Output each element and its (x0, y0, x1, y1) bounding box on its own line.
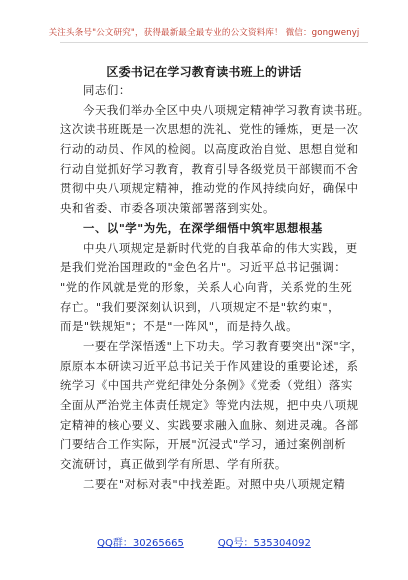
document-title: 区委书记在学习教育读书班上的讲话 (106, 65, 302, 79)
body-line: 定精神的核心要义、实践要求融入血脉、刻进灵魂。各部 (60, 417, 359, 432)
body-line: 是我们党治国理政的"金色名片"。习近平总书记强调： (60, 260, 347, 275)
footer-qq-number[interactable]: QQ号：535304092 (217, 538, 311, 549)
body-line: 贯彻中央八项规定精神，推动党的作风持续向好，确保中 (60, 181, 359, 196)
body-line: 行动自觉抓好学习教育，教育引导各级党员干部锲而不舍 (60, 161, 359, 176)
body-line: 二要在"对标对表"中找差距。对照中央八项规定精 (83, 476, 346, 491)
footer-qq-group[interactable]: QQ群：30265665 (97, 538, 184, 549)
body-line: 这次读书班既是一次思想的洗礼、党性的锤炼，更是一次 (60, 122, 359, 137)
header-divider (60, 42, 368, 43)
body-line: "党的作风就是党的形象，关系人心向背，关系党的生死 (60, 279, 353, 294)
body-line: 原原本本研读习近平总书记关于作风建设的重要论述，系 (60, 358, 359, 373)
header-note: 关注头条号"公文研究"，获得最新最全最专业的公文资料库！ 微信：gongwenyj (48, 28, 360, 38)
body-line: 存亡。"我们要深刻认识到，八项规定不是"软约束"， (60, 299, 341, 314)
body-line: 交流研讨，真正做到学有所思、学有所获。 (60, 457, 287, 472)
body-line: 统学习《中国共产党纪律处分条例》《党委（党组）落实 (60, 378, 353, 393)
body-line: 同志们： (83, 83, 131, 97)
footer-contacts (0, 534, 408, 549)
document-body (60, 81, 370, 494)
body-line: 行动的动员、作风的检阅。以高度政治自觉、思想自觉和 (60, 142, 359, 157)
body-line: 中央八项规定是新时代党的自我革命的伟大实践，更 (83, 240, 358, 255)
section-heading: 一、以"学"为先，在深学细悟中筑牢思想根基 (83, 220, 323, 235)
body-line: 一要在学深悟透"上下功夫。学习教育要突出"深"字， (83, 338, 364, 353)
body-line: 门要结合工作实际，开展"沉浸式"学习，通过案例剖析 (60, 437, 347, 452)
body-line: 而是"铁规矩"；不是"一阵风"，而是持久战。 (60, 319, 299, 334)
body-line: 央和省委、市委各项决策部署落到实处。 (60, 201, 275, 216)
body-line: 全面从严治党主体责任规定》等党内法规，把中央八项规 (60, 398, 359, 412)
body-line: 今天我们举办全区中央八项规定精神学习教育读书班。 (83, 102, 370, 117)
